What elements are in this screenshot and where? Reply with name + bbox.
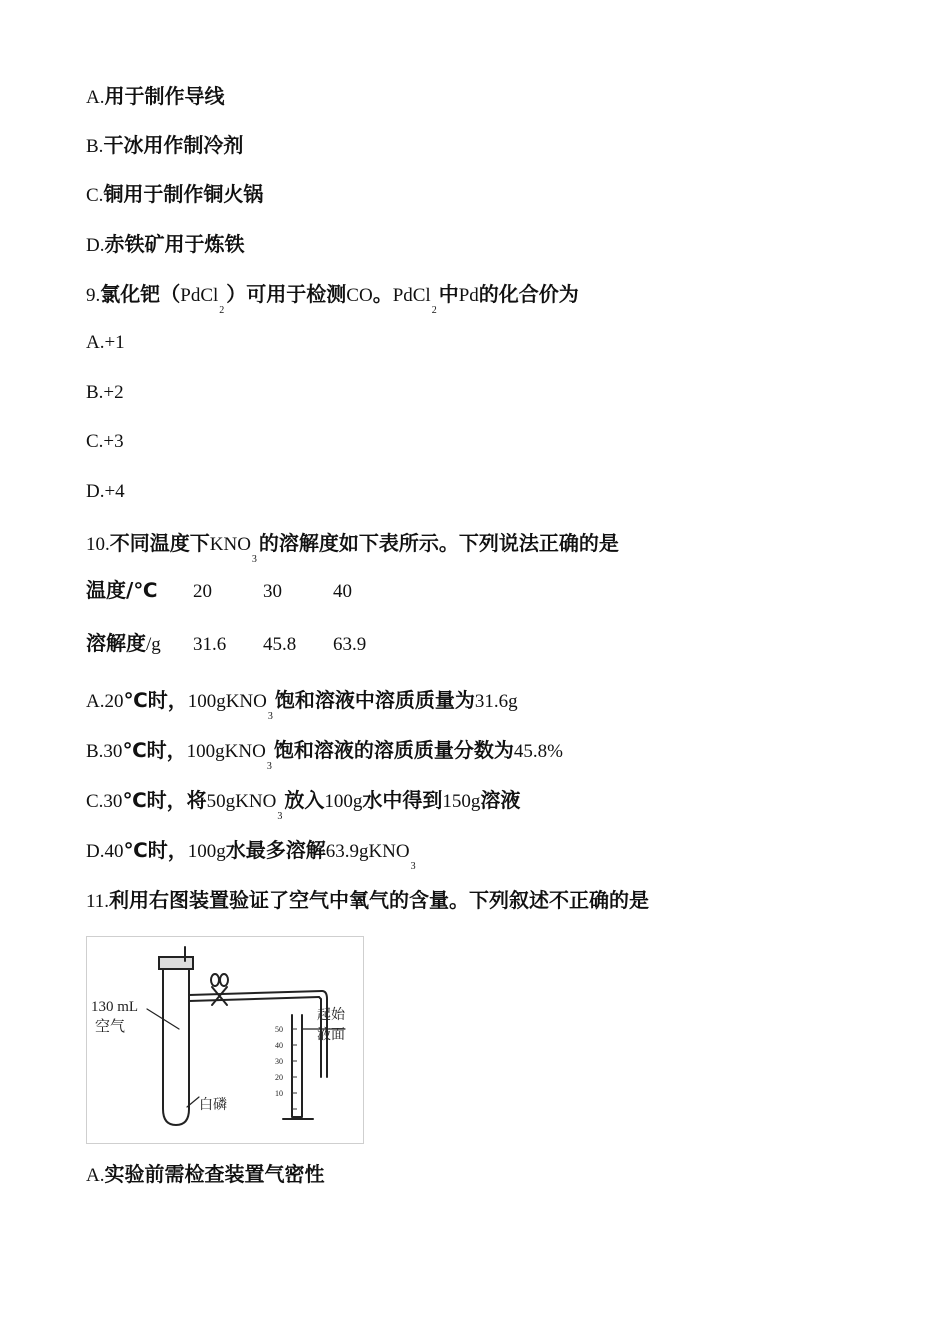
q10-table-solubility-row: 溶解度/g 31.6 45.8 63.9 [86,631,367,655]
q10-option-b: B.30℃时，100gKNO$_3$饱和溶液的溶质质量分数为45.8% [86,738,563,772]
rubber-stopper [159,957,193,969]
delivery-tube [189,991,322,995]
scale-30: 30 [275,1057,283,1066]
scale-40: 40 [275,1041,283,1050]
q10-option-c: C.30℃时，将50gKNO$_3$放入100g水中得到150g溶液 [86,788,521,822]
q9-option-a: A.+1 [86,332,125,353]
q9-stem: 9.氯化钯（PdCl$_2$）可用于检测CO。PdCl$_2$中Pd的化合价为 [86,282,579,316]
q10-option-d: D.40℃时，100g水最多溶解63.9gKNO$_3$ [86,838,416,872]
q8-option-c: C.铜用于制作铜火锅 [86,182,264,206]
q10-option-a: A.20℃时，100gKNO$_3$饱和溶液中溶质质量为31.6g [86,688,518,722]
apparatus-diagram [87,937,363,1143]
q8-option-b: B.干冰用作制冷剂 [86,133,244,157]
test-tube [163,965,189,1125]
q8-option-a: A.用于制作导线 [86,84,225,108]
scale-10: 10 [275,1089,283,1098]
level-label: 液面 [317,1028,345,1043]
q11-option-a: A.实验前需检查装置气密性 [86,1162,325,1186]
graduated-cylinder [292,1015,302,1117]
phosphorus-label: 白磷 [199,1098,227,1113]
q10-table-temp-row: 温度/℃ 20 30 40 [86,578,352,602]
q10-stem: 10.不同温度下$KNO_3$的溶解度如下表所示。下列说法正确的是 [86,531,619,565]
apparatus-figure [86,936,364,1144]
volume-label: 130 mL [91,999,139,1015]
start-label: 起始 [317,1008,345,1023]
q9-option-b: B.+2 [86,382,124,403]
scale-50: 50 [275,1025,283,1034]
air-label: 空气 [95,1019,126,1035]
scale-20: 20 [275,1073,283,1082]
q11-stem: 11.利用右图装置验证了空气中氧气的含量。下列叙述不正确的是 [86,888,650,912]
clamp [212,987,227,1005]
q9-option-c: C.+3 [86,431,124,452]
q8-option-d: D.赤铁矿用于炼铁 [86,232,245,256]
q9-option-d: D.+4 [86,481,125,502]
